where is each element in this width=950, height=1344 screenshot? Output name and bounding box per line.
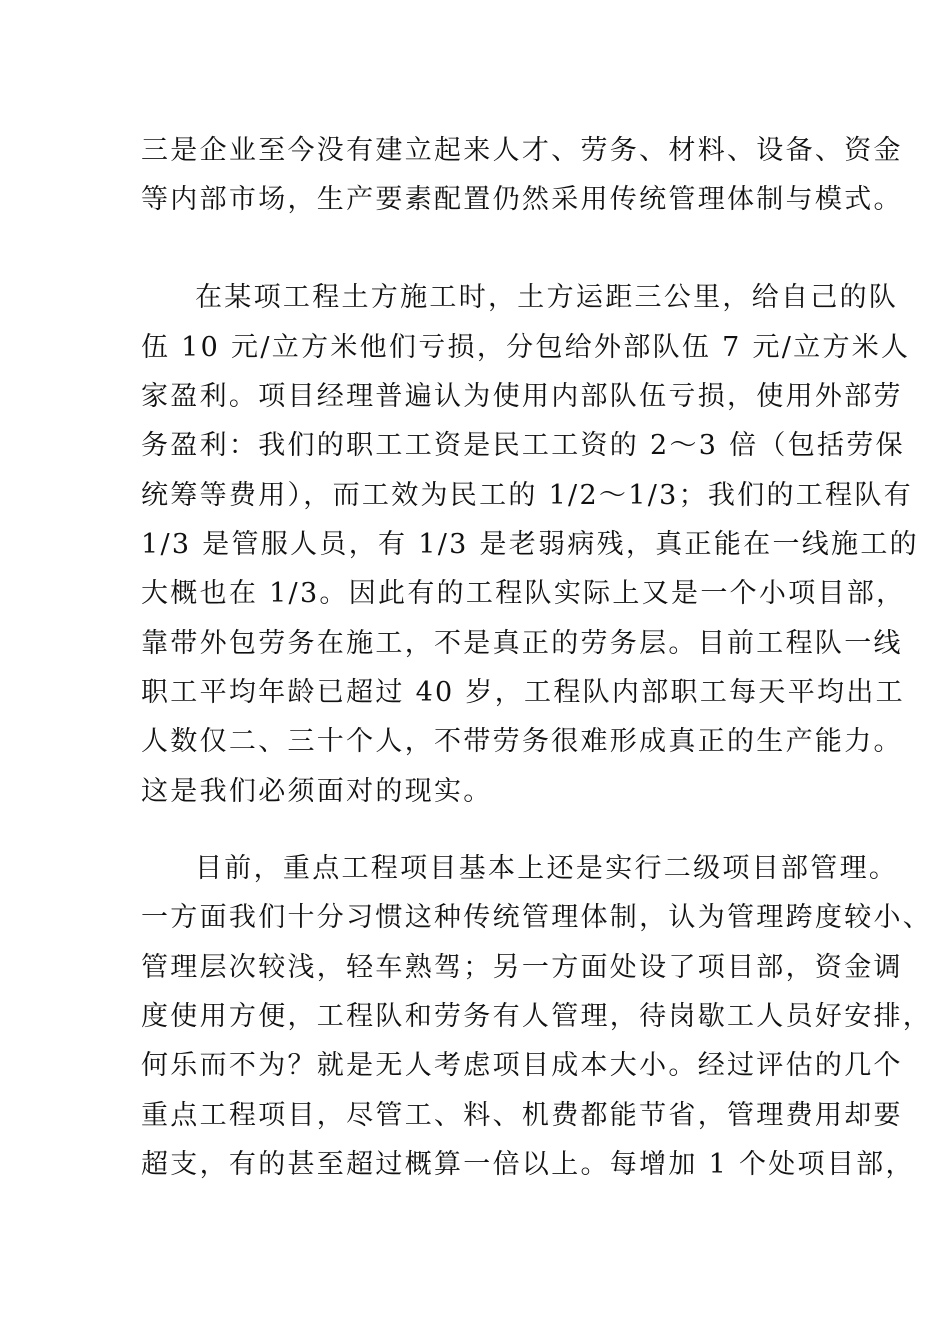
text-line: 等内部市场，生产要素配置仍然采用传统管理体制与模式。 xyxy=(141,184,903,215)
text-line: 靠带外包劳务在施工，不是真正的劳务层。目前工程队一线 xyxy=(141,628,903,659)
text-line: 超支，有的甚至超过概算一倍以上。每增加 1 个处项目部， xyxy=(141,1149,915,1180)
text-line: 何乐而不为？就是无人考虑项目成本大小。经过评估的几个 xyxy=(141,1050,903,1081)
text-line: 管理层次较浅，轻车熟驾；另一方面处设了项目部，资金调 xyxy=(141,952,903,983)
text-line: 重点工程项目，尽管工、料、机费都能节省，管理费用却要 xyxy=(141,1100,903,1131)
text-line: 三是企业至今没有建立起来人才、劳务、材料、设备、资金 xyxy=(141,135,903,166)
text-line: 大概也在 1/3。因此有的工程队实际上又是一个小项目部， xyxy=(141,578,906,609)
text-line: 统筹等费用），而工效为民工的 1/2～1/3；我们的工程队有 xyxy=(141,480,913,511)
text-line: 人数仅二、三十个人，不带劳务很难形成真正的生产能力。 xyxy=(141,726,903,757)
text-line: 度使用方便，工程队和劳务有人管理，待岗歇工人员好安排， xyxy=(141,1001,933,1032)
text-line: 家盈利。项目经理普遍认为使用内部队伍亏损，使用外部劳 xyxy=(141,381,903,412)
text-line: 1/3 是管服人员，有 1/3 是老弱病残，真正能在一线施工的 xyxy=(141,529,919,560)
text-line: 这是我们必须面对的现实。 xyxy=(141,776,493,807)
text-line: 职工平均年龄已超过 40 岁，工程队内部职工每天平均出工 xyxy=(141,677,905,708)
text-line: 在某项工程土方施工时，土方运距三公里，给自己的队 xyxy=(195,282,899,313)
text-line: 一方面我们十分习惯这种传统管理体制，认为管理跨度较小、 xyxy=(141,902,933,933)
text-line: 伍 10 元/立方米他们亏损，分包给外部队伍 7 元/立方米人 xyxy=(141,332,911,363)
text-line: 目前，重点工程项目基本上还是实行二级项目部管理。 xyxy=(195,853,899,884)
text-line: 务盈利：我们的职工工资是民工工资的 2～3 倍（包括劳保 xyxy=(141,430,905,461)
